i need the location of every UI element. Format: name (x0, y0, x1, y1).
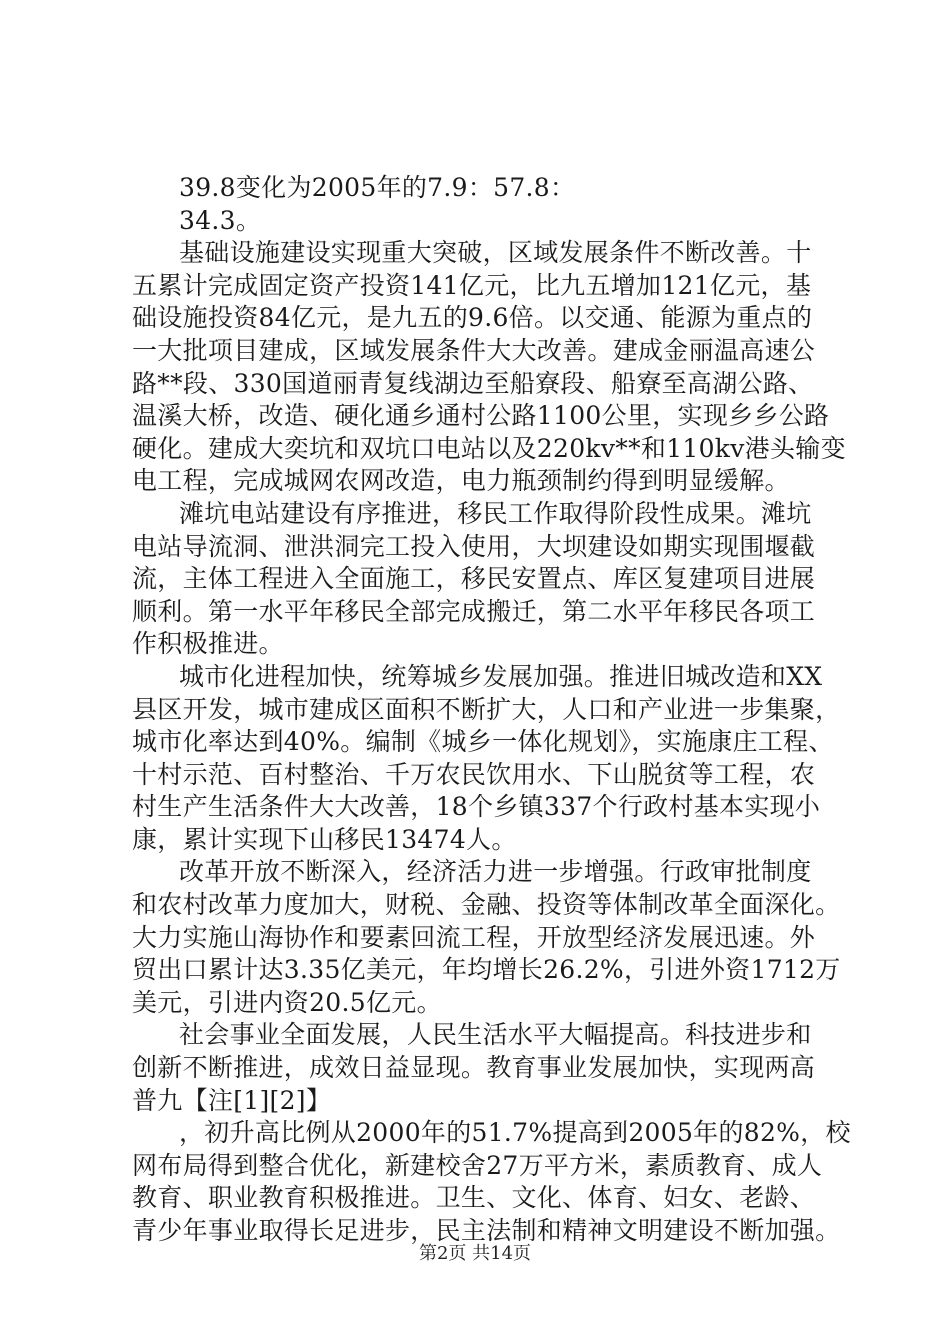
text-line: 39.8变化为2005年的7.9：57.8： (179, 173, 576, 202)
text-line: 教育、职业教育积极推进。卫生、文化、体育、妇女、老龄、 (132, 1183, 816, 1213)
text-line: 青少年事业取得长足进步，民主法制和精神文明建设不断加强。 (132, 1216, 841, 1245)
text-line: 基础设施建设实现重大突破，区域发展条件不断改善。十 (179, 238, 812, 268)
text-line: ，初升高比例从2000年的51.7%提高到2005年的82%，校 (179, 1118, 851, 1148)
text-line: 温溪大桥，改造、硬化通乡通村公路1100公里，实现乡乡公路 (132, 401, 830, 431)
text-line: 电站导流洞、泄洪洞完工投入使用，大坝建设如期实现围堰截 (132, 531, 816, 561)
text-line: 贸出口累计达3.35亿美元，年均增长26.2%，引进外资1712万 (132, 955, 841, 985)
text-line: 34.3。 (179, 205, 262, 235)
text-line: 十村示范、百村整治、千万农民饮用水、下山脱贫等工程，农 (132, 759, 816, 789)
text-line: 大力实施山海协作和要素回流工程，开放型经济发展迅速。外 (132, 922, 816, 952)
text-line: 一大批项目建成，区域发展条件大大改善。建成金丽温高速公 (132, 335, 816, 365)
text-line: 流，主体工程进入全面施工，移民安置点、库区复建项目进展 (132, 564, 816, 594)
text-line: 康，累计实现下山移民13474人。 (132, 824, 517, 854)
text-line: 社会事业全面发展，人民生活水平大幅提高。科技进步和 (179, 1020, 812, 1050)
text-line: 美元，引进内资20.5亿元。 (132, 987, 442, 1017)
text-line: 路**段、330国道丽青复线湖边至船寮段、船寮至高湖公路、 (132, 368, 814, 398)
text-line: 五累计完成固定资产投资141亿元，比九五增加121亿元，基 (132, 270, 812, 300)
text-line: 硬化。建成大奕坑和双坑口电站以及220kv**和110kv港头输变 (132, 433, 846, 463)
text-line: 创新不断推进，成效日益显现。教育事业发展加快，实现两高 (132, 1053, 816, 1083)
text-line: 电工程，完成城网农网改造，电力瓶颈制约得到明显缓解。 (132, 466, 790, 496)
text-line: 和农村改革力度加大，财税、金融、投资等体制改革全面深化。 (132, 890, 841, 920)
document-body (132, 172, 851, 1248)
text-line: 城市化进程加快，统筹城乡发展加强。推进旧城改造和XX (179, 661, 823, 691)
text-line: 作积极推进。 (132, 629, 284, 659)
text-line: 改革开放不断深入，经济活力进一步增强。行政审批制度 (179, 857, 812, 887)
text-line: 网布局得到整合优化，新建校舍27万平方米，素质教育、成人 (132, 1150, 823, 1180)
page-footer: 第2页 共14页 (418, 1243, 532, 1264)
text-line: 村生产生活条件大大改善，18个乡镇337个行政村基本实现小 (132, 792, 821, 822)
text-line: 础设施投资84亿元，是九五的9.6倍。以交通、能源为重点的 (132, 303, 813, 333)
text-line: 滩坑电站建设有序推进，移民工作取得阶段性成果。滩坑 (179, 498, 812, 528)
text-line: 城市化率达到40%。编制《城乡一体化规划》，实施康庄工程、 (132, 727, 834, 757)
text-line: 顺利。第一水平年移民全部完成搬迁，第二水平年移民各项工 (132, 596, 816, 626)
text-line: 普九【注[1][2]】 (132, 1085, 332, 1115)
text-line: 县区开发，城市建成区面积不断扩大，人口和产业进一步集聚， (132, 694, 841, 724)
